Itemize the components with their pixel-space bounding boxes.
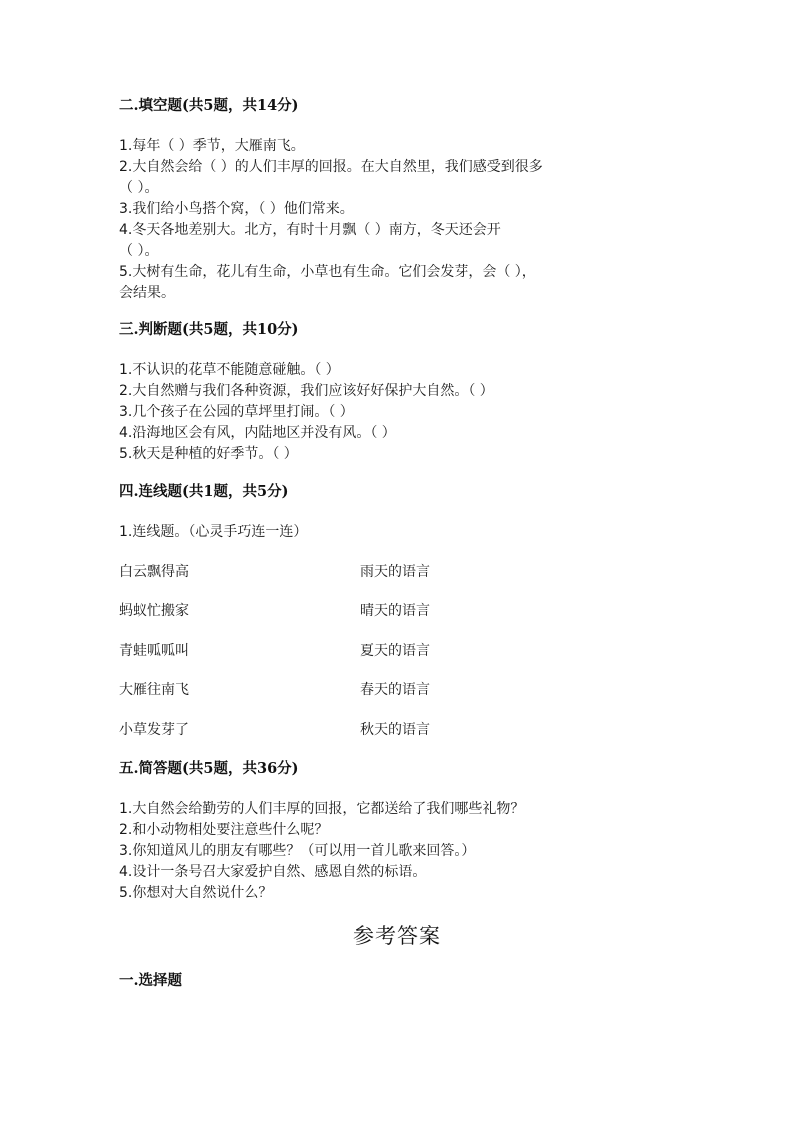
true-false-line: 4.沿海地区会有风，内陆地区并没有风。（ ） — [119, 425, 396, 441]
section-title-fill-blank: 二.填空题(共5题，共14分) — [119, 97, 299, 114]
true-false-line: 1.不认识的花草不能随意碰触。（ ） — [119, 362, 340, 378]
short-answer-line: 1.大自然会给勤劳的人们丰厚的回报，它都送给了我们哪些礼物？ — [119, 801, 525, 817]
answer-section-title: 一.选择题 — [119, 972, 183, 989]
true-false-line: 2.大自然赠与我们各种资源，我们应该好好保护大自然。（ ） — [119, 383, 494, 399]
fill-blank-line: 4.冬天各地差别大。北方，有时十月飘（ ）南方，冬天还会开 — [119, 222, 501, 238]
matching-right-item: 雨天的语言 — [360, 564, 430, 580]
matching-right-item: 夏天的语言 — [360, 643, 430, 659]
fill-blank-line: 1.每年（ ）季节，大雁南飞。 — [119, 138, 305, 154]
true-false-line: 5.秋天是种植的好季节。（ ） — [119, 446, 298, 462]
matching-left-item: 蚂蚁忙搬家 — [119, 603, 189, 619]
matching-left-item: 大雁往南飞 — [119, 682, 189, 698]
fill-blank-line: 2.大自然会给（ ）的人们丰厚的回报。在大自然里，我们感受到很多 — [119, 159, 543, 175]
matching-right-item: 秋天的语言 — [360, 722, 430, 738]
fill-blank-line: 3.我们给小鸟搭个窝，（ ）他们常来。 — [119, 201, 354, 217]
short-answer-line: 5.你想对大自然说什么？ — [119, 885, 273, 901]
short-answer-line: 4.设计一条号召大家爱护自然、感恩自然的标语。 — [119, 864, 427, 880]
matching-left-item: 青蛙呱呱叫 — [119, 643, 189, 659]
matching-left-item: 小草发芽了 — [119, 722, 189, 738]
answer-key-title: 参考答案 — [353, 924, 441, 948]
section-title-short-answer: 五.简答题(共5题，共36分) — [119, 760, 299, 777]
fill-blank-line: 会结果。 — [119, 285, 175, 301]
true-false-line: 3.几个孩子在公园的草坪里打闹。（ ） — [119, 404, 354, 420]
section-title-true-false: 三.判断题(共5题，共10分) — [119, 321, 299, 338]
fill-blank-line: （ ）。 — [119, 180, 159, 196]
matching-right-item: 春天的语言 — [360, 682, 430, 698]
matching-right-item: 晴天的语言 — [360, 603, 430, 619]
fill-blank-line: （ ）。 — [119, 243, 159, 259]
matching-left-item: 白云飘得高 — [119, 564, 189, 580]
section-title-matching: 四.连线题(共1题，共5分) — [119, 483, 289, 500]
matching-prompt: 1.连线题。（心灵手巧连一连） — [119, 524, 308, 540]
short-answer-line: 2.和小动物相处要注意些什么呢？ — [119, 822, 329, 838]
short-answer-line: 3.你知道风儿的朋友有哪些？（可以用一首儿歌来回答。） — [119, 843, 476, 859]
fill-blank-line: 5.大树有生命，花儿有生命，小草也有生命。它们会发芽，会（ ）， — [119, 264, 536, 280]
